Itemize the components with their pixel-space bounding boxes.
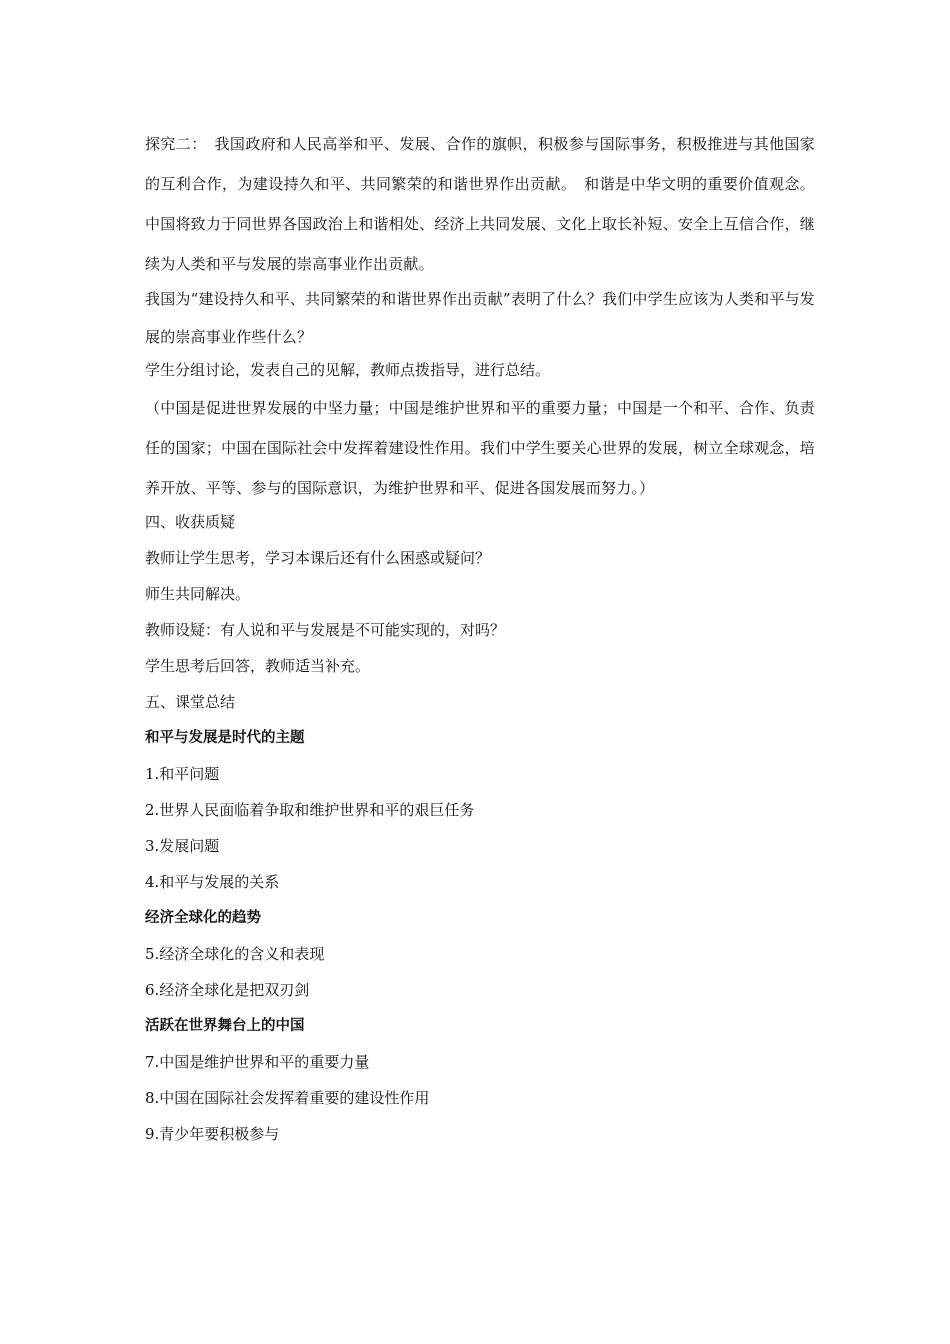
section-five-heading: 五、课堂总结 [145, 693, 236, 711]
section-four-heading: 四、收获质疑 [145, 513, 236, 531]
section-four-line-3: 教师设疑：有人说和平与发展是不可能实现的，对吗？ [145, 621, 506, 639]
summary-topic-3: 活跃在世界舞台上的中国 [145, 1018, 305, 1034]
section-four-line-4: 学生思考后回答，教师适当补充。 [145, 657, 371, 675]
discussion-line: 学生分组讨论，发表自己的见解，教师点拨指导，进行总结。 [145, 361, 551, 379]
summary-item-1: 1.和平问题 [145, 765, 220, 783]
summary-topic-2: 经济全球化的趋势 [145, 910, 261, 926]
summary-item-2: 2.世界人民面临着争取和维护世界和平的艰巨任务 [145, 801, 475, 819]
summary-item-5: 5.经济全球化的含义和表现 [145, 945, 325, 963]
summary-item-7: 7.中国是维护世界和平的重要力量 [145, 1053, 370, 1071]
document-page [145, 124, 815, 1152]
summary-item-9: 9.青少年要积极参与 [145, 1125, 280, 1143]
summary-item-3: 3.发展问题 [145, 837, 220, 855]
section-four-line-2: 师生共同解决。 [145, 585, 251, 603]
answer-paragraph: （中国是促进世界发展的中坚力量；中国是维护世界和平的重要力量；中国是一个和平、合作、负责任的国家；中国在国际社会中发挥着建设性作用。我们中学生要关心世界的发展，树立全球观念，培养开放、平等、参与的国际意识，为维护世界和平、促进各国发展而努力。） [145, 399, 815, 497]
summary-item-8: 8.中国在国际社会发挥着重要的建设性作用 [145, 1089, 430, 1107]
section-four-line-1: 教师让学生思考，学习本课后还有什么困惑或疑问？ [145, 549, 491, 567]
summary-item-4: 4.和平与发展的关系 [145, 873, 280, 891]
explore-two-paragraph: 探究二： 我国政府和人民高举和平、发展、合作的旗帜，积极参与国际事务，积极推进与其他国家的互利合作，为建设持久和平、共同繁荣的和谐世界作出贡献。 和谐是中华文明的重要价值观念。中国将致力于同世界各国政治上和谐相处、经济上共同发展、文化上取长补短、安全上互信合作，继续为人类和平与发展的崇高事业作出贡献。 [145, 135, 815, 273]
question-paragraph: 我国为“建设持久和平、共同繁荣的和谐世界作出贡献”表明了什么？我们中学生应该为人类和平与发展的崇高事业作些什么？ [145, 290, 815, 346]
summary-topic-1: 和平与发展是时代的主题 [145, 730, 305, 746]
summary-item-6: 6.经济全球化是把双刃剑 [145, 981, 310, 999]
